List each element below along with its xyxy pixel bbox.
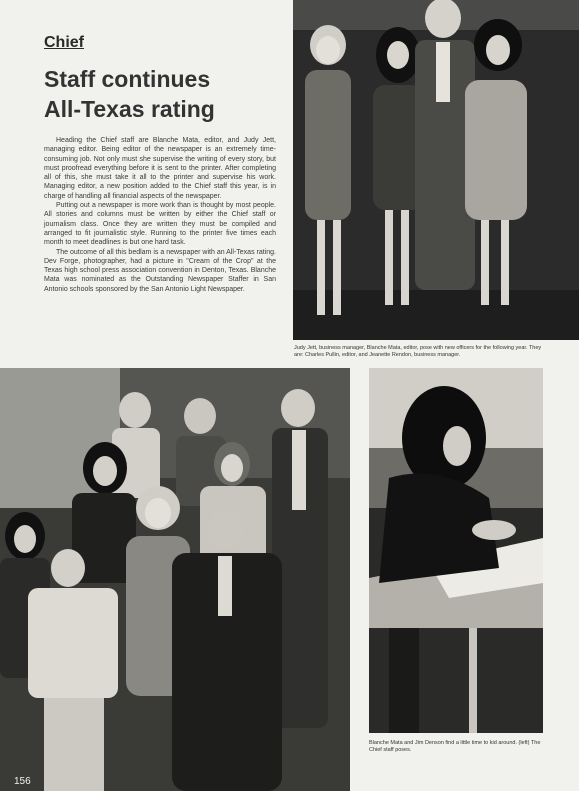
- photo-chief-staff: [0, 368, 350, 791]
- caption-bottom: Blanche Mata and Jim Denson find a little time to kid around. (left) The Chief staff poses.: [369, 740, 541, 753]
- photo-blanche-mata: [369, 368, 543, 733]
- page-number: 156: [14, 776, 31, 787]
- paragraph: Heading the Chief staff are Blanche Mata, editor, and Judy Jett, managing editor. Being editor of the newspaper is an extremely time-consuming job. Not only must she supervise the writing of every story, but must proofread everything before it is sent to the printer. After completing all of this, she must take it all to the printer and supervise his work. Managing editor, a new position added to the Chief staff this year, is in charge of handling all financial aspects of the newspaper.: [44, 137, 276, 200]
- caption-top: Judy Jett, business manager, Blanche Mata, editor, pose with new officers for the following year. They are: Charles Pullin, editor, and Jeanette Rendon, business manager.: [294, 345, 542, 358]
- paragraph: The outcome of all this bedlam is a newspaper with an All-Texas rating. Dev Forge, photographer, had a picture in "Cream of the Crop" at the Texas high school press association convention in Denton, Texas. Blanche Mata was nominated as the Outstanding Newspaper Staffer in San Antonio schools sponsored by the San Antonio Light Newspaper.: [44, 248, 276, 293]
- section-label: Chief: [44, 34, 84, 51]
- headline-line-2: All-Texas rating: [44, 96, 215, 122]
- photo-new-officers: [293, 0, 579, 340]
- headline-line-1: Staff continues: [44, 66, 211, 92]
- article-body: [44, 136, 276, 294]
- paragraph: Putting out a newspaper is more work than is thought by most people. All stories and columns must be written by either the Chief staff or journalism class. Once they are written they must be compiled and arranged to fit journalistic style. Running to the printer five times each month to meet deadlines is but one hard task.: [44, 202, 276, 247]
- headline: [44, 64, 284, 124]
